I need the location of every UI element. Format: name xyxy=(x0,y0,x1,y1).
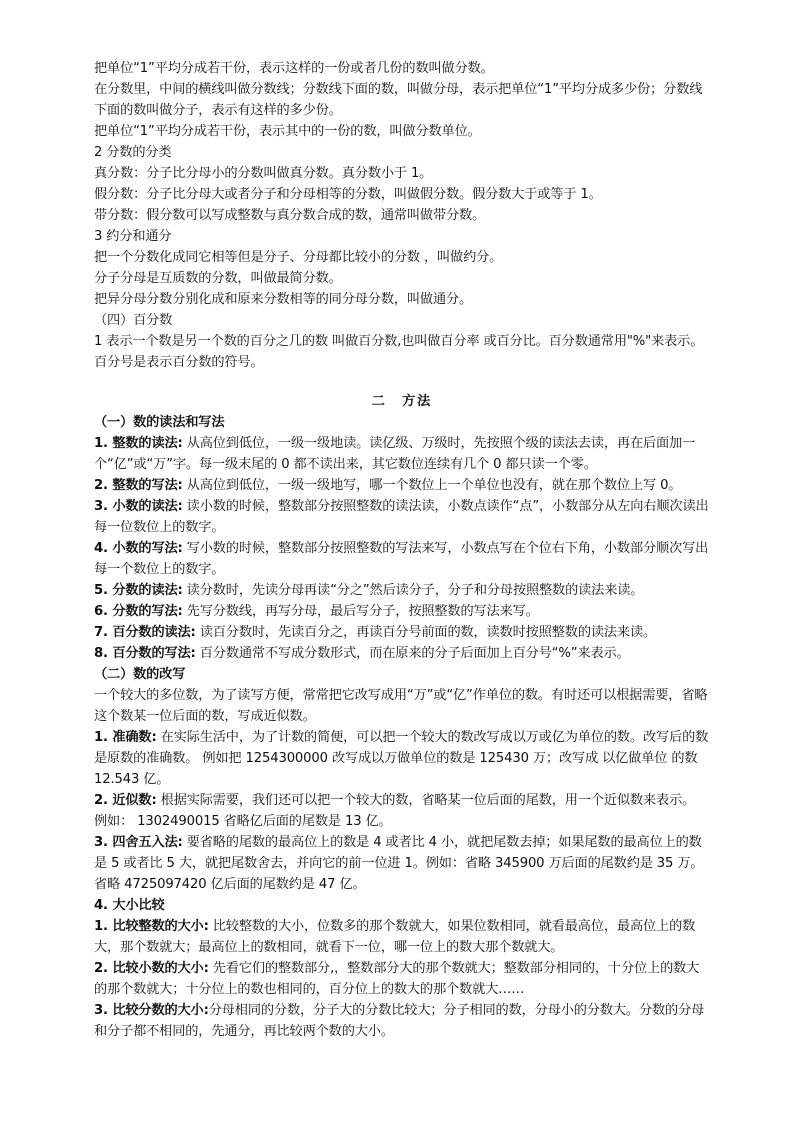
list-item xyxy=(94,832,710,895)
paragraph: 把单位“1”平均分成若干份，表示这样的一份或者几份的数叫做分数。 xyxy=(94,61,494,76)
paragraph-heading: 2 分数的分类 xyxy=(94,145,172,160)
item-label: 1. 整数的读法: xyxy=(94,436,183,451)
paragraph: 把单位“1”平均分成若干份，表示其中的一份的数，叫做分数单位。 xyxy=(94,124,481,139)
list-item xyxy=(94,496,710,538)
item-label: 6. 分数的写法: xyxy=(94,604,183,619)
subsection-heading: 4. 大小比较 xyxy=(94,898,165,913)
list-item xyxy=(94,1000,710,1042)
list-item xyxy=(94,958,710,1000)
item-label: 8. 百分数的写法: xyxy=(94,646,196,661)
item-label: 1. 比较整数的大小: xyxy=(94,919,209,934)
item-label: 5. 分数的读法: xyxy=(94,583,183,598)
paragraph: 真分数：分子比分母小的分数叫做真分数。真分数小于 1。 xyxy=(94,166,433,181)
paragraph-heading: （四）百分数 xyxy=(94,313,173,328)
paragraph: 把异分母分数分别化成和原来分数相等的同分母分数，叫做通分。 xyxy=(94,292,473,307)
list-item xyxy=(94,790,710,832)
list-item xyxy=(94,580,710,601)
subsection-heading: （一）数的读法和写法 xyxy=(94,415,225,430)
list-item xyxy=(94,475,710,496)
document-page xyxy=(94,58,710,1042)
item-text: 从高位到低位，一级一级地写，哪一个数位上一个单位也没有，就在那个数位上写 0。 xyxy=(182,478,682,493)
paragraph: 一个较大的多位数，为了读写方便，常常把它改写成用“万”或“亿”作单位的数。有时还可以根据需要，省略这个数某一位后面的数，写成近似数。 xyxy=(94,688,708,724)
item-text: 从高位到低位，一级一级地读。读亿级、万级时，先按照个级的读法去读，再在后面加一个“亿”或“万”字。每一级末尾的 0 都不读出来，其它数位连续有几个 0 都只读一个零。 xyxy=(94,436,696,472)
item-text: 要省略的尾数的最高位上的数是 4 或者比 4 小，就把尾数去掉；如果尾数的最高位上的数是 5 或者比 5 大，就把尾数舍去，并向它的前一位进 1。例如：省略 345900 万后面的尾数约是 35 万。省略 4725097420 亿后面的尾数约是 47 亿。 xyxy=(94,835,704,892)
paragraph: 在分数里，中间的横线叫做分数线；分数线下面的数，叫做分母，表示把单位“1”平均分成多少份；分数线下面的数叫做分子，表示有这样的多少份。 xyxy=(94,82,703,118)
item-label: 3. 比较分数的大小: xyxy=(94,1003,209,1018)
list-item xyxy=(94,727,710,790)
item-text: 在实际生活中，为了计数的简便，可以把一个较大的数改写成以万或亿为单位的数。改写后的数是原数的准确数。 例如把 1254300000 改写成以万做单位的数是 125430 万；改写成 以亿做单位 的数 12.543 亿。 xyxy=(94,730,709,787)
item-label: 3. 四舍五入法: xyxy=(94,835,183,850)
item-text: 读小数的时候，整数部分按照整数的读法读，小数点读作“点”，小数部分从左向右顺次读出每一位数位上的数字。 xyxy=(94,499,709,535)
item-text: 分母相同的分数，分子大的分数比较大；分子相同的数，分母小的分数大。分数的分母和分子都不相同的，先通分，再比较两个数的大小。 xyxy=(94,1003,705,1039)
subsection-heading: （二）数的改写 xyxy=(94,667,186,682)
paragraph: 带分数：假分数可以写成整数与真分数合成的数，通常叫做带分数。 xyxy=(94,208,486,223)
item-label: 1. 准确数: xyxy=(94,730,157,745)
item-label: 3. 小数的读法: xyxy=(94,499,183,514)
item-label: 7. 百分数的读法: xyxy=(94,625,196,640)
spacer xyxy=(94,373,710,391)
item-text: 根据实际需要，我们还可以把一个较大的数，省略某一位后面的尾数，用一个近似数来表示。 例如： 1302490015 省略亿后面的尾数是 13 亿。 xyxy=(94,793,696,829)
item-label: 2. 比较小数的大小: xyxy=(94,961,209,976)
list-item xyxy=(94,433,710,475)
list-item xyxy=(94,601,710,622)
item-text: 读分数时，先读分母再读“分之”然后读分子，分子和分母按照整数的读法来读。 xyxy=(182,583,644,598)
item-text: 写小数的时候，整数部分按照整数的写法来写，小数点写在个位右下角，小数部分顺次写出每一个数位上的数字。 xyxy=(94,541,709,577)
item-text: 先看它们的整数部分,，整数部分大的那个数就大；整数部分相同的，十分位上的数大的那个数就大；十分位上的数也相同的，百分位上的数大的那个数就大…… xyxy=(94,961,700,997)
paragraph: 1 表示一个数是另一个数的百分之几的数 叫做百分数,也叫做百分率 或百分比。百分数通常用"%"来表示。百分号是表示百分数的符号。 xyxy=(94,334,704,370)
list-item xyxy=(94,916,710,958)
item-text: 比较整数的大小，位数多的那个数就大，如果位数相同，就看最高位，最高位上的数大，那个数就大；最高位上的数相同，就看下一位，哪一位上的数大那个数就大。 xyxy=(94,919,696,955)
paragraph-heading: 3 约分和通分 xyxy=(94,229,172,244)
paragraph: 分子分母是互质数的分数，叫做最简分数。 xyxy=(94,271,342,286)
list-item xyxy=(94,643,710,664)
item-text: 百分数通常不写成分数形式，而在原来的分子后面加上百分号“%”来表示。 xyxy=(195,646,630,661)
paragraph: 假分数：分子比分母大或者分子和分母相等的分数，叫做假分数。假分数大于或等于 1。 xyxy=(94,187,602,202)
item-label: 2. 近似数: xyxy=(94,793,157,808)
item-label: 2. 整数的写法: xyxy=(94,478,183,493)
list-item xyxy=(94,622,710,643)
list-item xyxy=(94,538,710,580)
item-text: 先写分数线，再写分母，最后写分子，按照整数的写法来写。 xyxy=(182,604,539,619)
paragraph: 把一个分数化成同它相等但是分子、分母都比较小的分数 ，叫做约分。 xyxy=(94,250,503,265)
item-label: 4. 小数的写法: xyxy=(94,541,183,556)
section-title: 二 方法 xyxy=(371,394,433,409)
item-text: 读百分数时，先读百分之，再读百分号前面的数，读数时按照整数的读法来读。 xyxy=(195,625,657,640)
